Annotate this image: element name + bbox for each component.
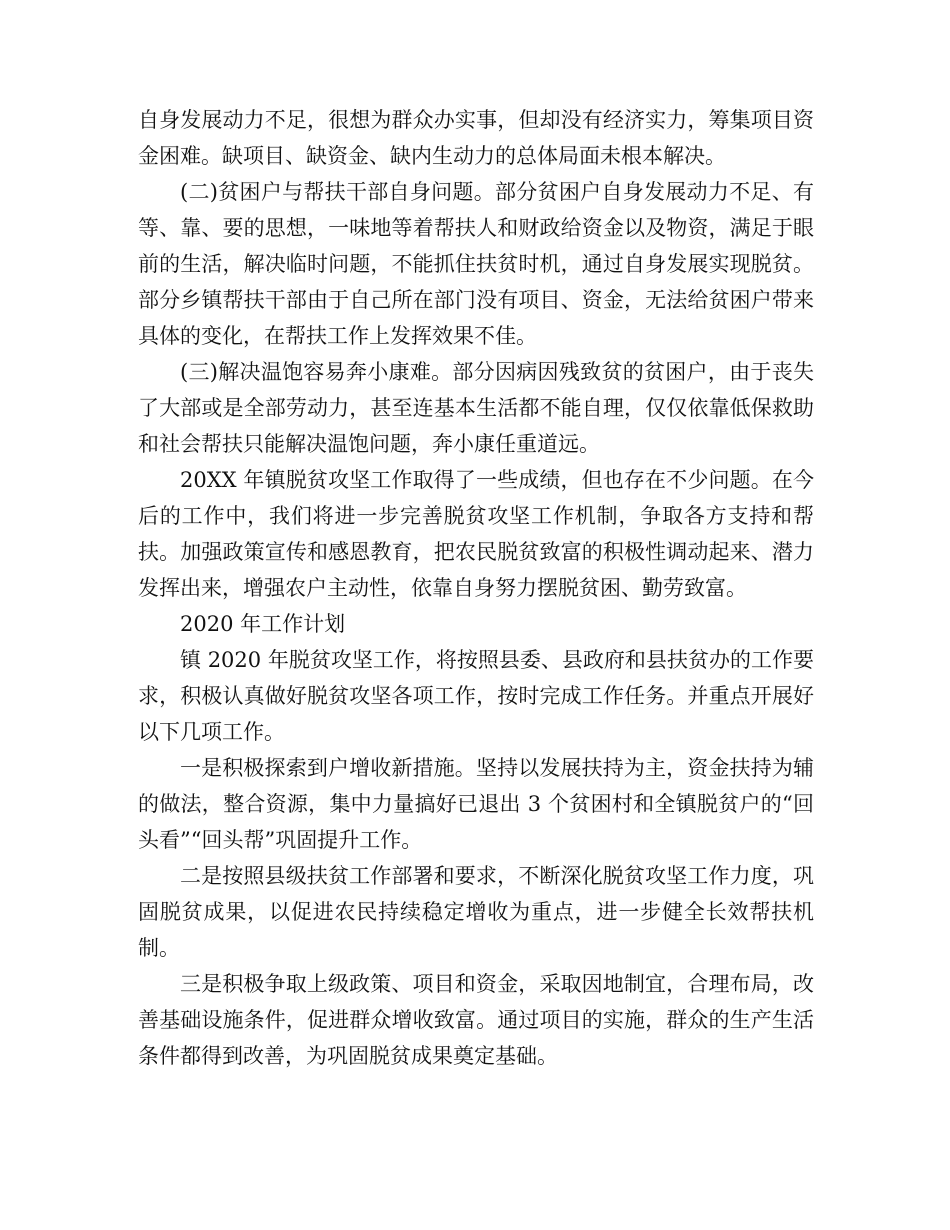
section-heading-work-plan: 2020 年工作计划 <box>180 612 346 636</box>
paragraph-problem-two: (二)贫困户与帮扶干部自身问题。部分贫困户自身发展动力不足、有等、靠、要的思想，一味地等着帮扶人和财政给资金以及物资，满足于眼前的生活，解决临时问题，不能抓住扶贫时机，通过自身发展实现脱贫。部分乡镇帮扶干部由于自己所在部门没有项目、资金，无法给贫困户带来具体的变化，在帮扶工作上发挥效果不佳。 <box>138 180 814 348</box>
paragraph-continuation: 自身发展动力不足，很想为群众办实事，但却没有经济实力，筹集项目资金困难。缺项目、缺资金、缺内生动力的总体局面未根本解决。 <box>138 108 814 168</box>
paragraph-plan-item-three: 三是积极争取上级政策、项目和资金，采取因地制宜，合理布局，改善基础设施条件，促进群众增收致富。通过项目的实施，群众的生产生活条件都得到改善，为巩固脱贫成果奠定基础。 <box>138 972 814 1068</box>
paragraph-plan-item-one: 一是积极探索到户增收新措施。坚持以发展扶持为主，资金扶持为辅的做法，整合资源，集中力量搞好已退出 3 个贫困村和全镇脱贫户的“回头看”“回头帮”巩固提升工作。 <box>138 756 814 852</box>
paragraph-plan-intro: 镇 2020 年脱贫攻坚工作，将按照县委、县政府和县扶贫办的工作要求，积极认真做好脱贫攻坚各项工作，按时完成工作任务。并重点开展好以下几项工作。 <box>138 648 814 744</box>
paragraph-summary: 20XX 年镇脱贫攻坚工作取得了一些成绩，但也存在不少问题。在今后的工作中，我们将进一步完善脱贫攻坚工作机制，争取各方支持和帮扶。加强政策宣传和感恩教育，把农民脱贫致富的积极性调动起来、潜力发挥出来，增强农户主动性，依靠自身努力摆脱贫困、勤劳致富。 <box>138 468 814 600</box>
document-body <box>138 102 814 1074</box>
paragraph-problem-three: (三)解决温饱容易奔小康难。部分因病因残致贫的贫困户，由于丧失了大部或是全部劳动力，甚至连基本生活都不能自理，仅仅依靠低保救助和社会帮扶只能解决温饱问题，奔小康任重道远。 <box>138 360 814 456</box>
paragraph-plan-item-two: 二是按照县级扶贫工作部署和要求，不断深化脱贫攻坚工作力度，巩固脱贫成果，以促进农民持续稳定增收为重点，进一步健全长效帮扶机制。 <box>138 864 814 960</box>
